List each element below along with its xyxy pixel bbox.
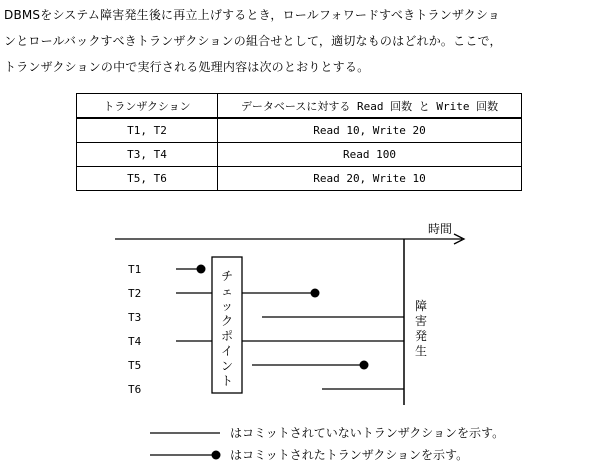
table-header-transaction: トランザクション xyxy=(77,94,218,119)
vertical-label-char: 害 xyxy=(414,314,428,328)
table-cell-transaction: T1, T2 xyxy=(77,118,218,143)
transaction-label-t5: T5 xyxy=(128,359,142,372)
vertical-label-char: 障 xyxy=(414,299,428,313)
vertical-label-char: ェ xyxy=(220,284,234,298)
transaction-label-t4: T4 xyxy=(128,335,142,348)
vertical-label-char: 生 xyxy=(414,344,428,358)
time-label: 時間 xyxy=(428,222,453,236)
legend-committed-text: はコミットされたトランザクションを示す。 xyxy=(230,448,469,462)
table-cell-read-write: Read 100 xyxy=(218,143,522,167)
transaction-label-t6: T6 xyxy=(128,383,142,396)
vertical-label-char: 発 xyxy=(414,329,428,343)
vertical-label-char: チ xyxy=(220,269,234,283)
vertical-label-char: ン xyxy=(220,359,234,373)
table-cell-transaction: T3, T4 xyxy=(77,143,218,167)
transaction-label-t3: T3 xyxy=(128,311,142,324)
table-cell-read-write: Read 10, Write 20 xyxy=(218,118,522,143)
vertical-label-char: ク xyxy=(220,314,234,328)
question-line: DBMSをシステム障害発生後に再立上げするとき，ロールフォワードすべきトランザクショ xyxy=(4,8,501,22)
question-line: トランザクションの中で実行される処理内容は次のとおりとする。 xyxy=(4,60,370,74)
legend-uncommitted-text: はコミットされていないトランザクションを示す。 xyxy=(230,426,505,440)
table-cell-transaction: T5, T6 xyxy=(77,167,218,191)
table-cell-read-write: Read 20, Write 10 xyxy=(218,167,522,191)
commit-marker-t5 xyxy=(360,361,369,370)
checkpoint-label xyxy=(221,269,233,388)
vertical-label-char: ポ xyxy=(220,329,234,343)
failure-label xyxy=(415,298,427,358)
question-line: ンとロールバックすべきトランザクションの組合せとして，適切なものはどれか。ここで， xyxy=(4,34,502,48)
vertical-label-char: イ xyxy=(220,344,234,358)
vertical-label-char: ッ xyxy=(220,299,234,313)
transaction-label-t1: T1 xyxy=(128,263,142,276)
vertical-label-char: ト xyxy=(220,374,234,388)
commit-marker-t2 xyxy=(311,289,320,298)
transaction-label-t2: T2 xyxy=(128,287,142,300)
legend-committed-marker xyxy=(212,451,221,460)
commit-marker-t1 xyxy=(197,265,206,274)
table-header-read-write: データベースに対する Read 回数 と Write 回数 xyxy=(218,94,522,119)
